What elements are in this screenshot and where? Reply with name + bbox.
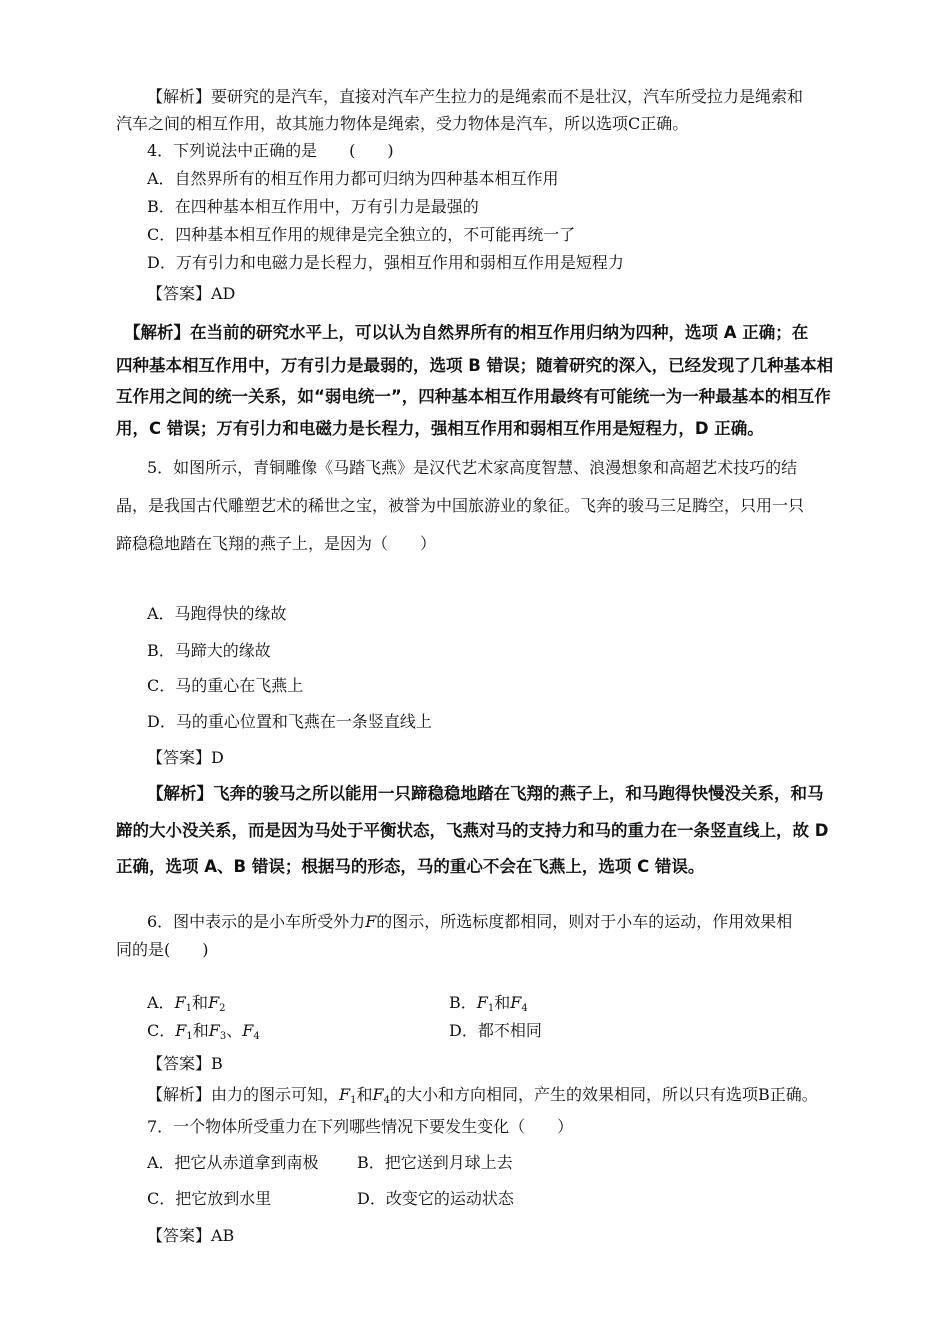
question-6-line1: 6．图中表示的是小车所受外力F的图示，所选标度都相同，则对于小车的运动，作用效果相 bbox=[147, 912, 793, 931]
q6-option-b: B．$F_1$和$F_4$ bbox=[449, 993, 528, 1014]
q7-answer: 【答案】AB bbox=[147, 1226, 235, 1245]
q4-option-b: B．在四种基本相互作用中，万有引力是最强的 bbox=[147, 197, 479, 216]
analysis-q3-line1: 【解析】要研究的是汽车，直接对汽车产生拉力的是绳索而不是壮汉，汽车所受拉力是绳索和 bbox=[147, 87, 804, 106]
q7-option-d: D．改变它的运动状态 bbox=[357, 1189, 514, 1208]
q7-option-b: B．把它送到月球上去 bbox=[357, 1153, 513, 1172]
q6-option-c: C．$F_1$和$F_3$、$F_4$ bbox=[147, 1021, 260, 1042]
q5-answer: 【答案】D bbox=[147, 748, 224, 767]
q5-analysis-line3: 正确，选项 A、B 错误；根据马的形态，马的重心不会在飞燕上，选项 C 错误。 bbox=[116, 857, 705, 876]
q5-option-a: A．马跑得快的缘故 bbox=[147, 604, 287, 623]
q4-analysis-line3: 互作用之间的统一关系，如“弱电统一”，四种基本相互作用最终有可能统一为一种最基本的相互作 bbox=[116, 387, 831, 406]
q4-option-c: C．四种基本相互作用的规律是完全独立的，不可能再统一了 bbox=[147, 225, 576, 244]
q4-answer: 【答案】AD bbox=[147, 284, 236, 303]
analysis-q3-line2: 汽车之间的相互作用，故其施力物体是绳索，受力物体是汽车，所以选项C正确。 bbox=[116, 114, 689, 133]
q4-option-d: D．万有引力和电磁力是长程力，强相互作用和弱相互作用是短程力 bbox=[147, 253, 624, 272]
question-4-stem: 4．下列说法中正确的是 ( ) bbox=[147, 141, 394, 160]
q6-option-a: A．$F_1$和$F_2$ bbox=[147, 993, 226, 1014]
q4-option-a: A．自然界所有的相互作用力都可归纳为四种基本相互作用 bbox=[147, 169, 559, 188]
q6-answer: 【答案】B bbox=[147, 1054, 223, 1073]
question-5-line1: 5．如图所示，青铜雕像《马踏飞燕》是汉代艺术家高度智慧、浪漫想象和高超艺术技巧的结 bbox=[147, 458, 798, 477]
question-7-stem: 7．一个物体所受重力在下列哪些情况下要发生变化（ ） bbox=[147, 1117, 574, 1136]
question-6-line2: 同的是( ) bbox=[116, 940, 209, 959]
q5-analysis-line2: 蹄的大小没关系，而是因为马处于平衡状态，飞燕对马的支持力和马的重力在一条竖直线上，故 D bbox=[116, 821, 829, 840]
q6-option-d: D．都不相同 bbox=[449, 1021, 542, 1040]
question-5-line3: 蹄稳稳地踏在飞翔的燕子上，是因为（ ） bbox=[116, 534, 437, 553]
q5-analysis-line1: 【解析】飞奔的骏马之所以能用一只蹄稳稳地踏在飞翔的燕子上，和马跑得快慢没关系，和马 bbox=[147, 784, 824, 803]
q7-option-c: C．把它放到水里 bbox=[147, 1189, 272, 1208]
q7-option-a: A．把它从赤道拿到南极 bbox=[147, 1153, 319, 1172]
question-5-line2: 晶，是我国古代雕塑艺术的稀世之宝，被誉为中国旅游业的象征。飞奔的骏马三足腾空，只用一只 bbox=[116, 496, 805, 515]
q4-analysis-line1: 【解析】在当前的研究水平上，可以认为自然界所有的相互作用归纳为四种，选项 A 正确；在 bbox=[124, 323, 809, 342]
q4-analysis-line4: 用，C 错误；万有引力和电磁力是长程力，强相互作用和弱相互作用是短程力，D 正确。 bbox=[116, 419, 764, 438]
q4-analysis-line2: 四种基本相互作用中，万有引力是最弱的，选项 B 错误；随着研究的深入，已经发现了几种基本相 bbox=[116, 356, 834, 375]
q6-analysis: 【解析】由力的图示可知，$F_1$和$F_4$的大小和方向相同，产生的效果相同，所以只有选项B正确。 bbox=[147, 1085, 818, 1106]
q5-option-d: D．马的重心位置和飞燕在一条竖直线上 bbox=[147, 712, 432, 731]
q5-option-c: C．马的重心在飞燕上 bbox=[147, 676, 304, 695]
q5-option-b: B．马蹄大的缘故 bbox=[147, 641, 271, 660]
